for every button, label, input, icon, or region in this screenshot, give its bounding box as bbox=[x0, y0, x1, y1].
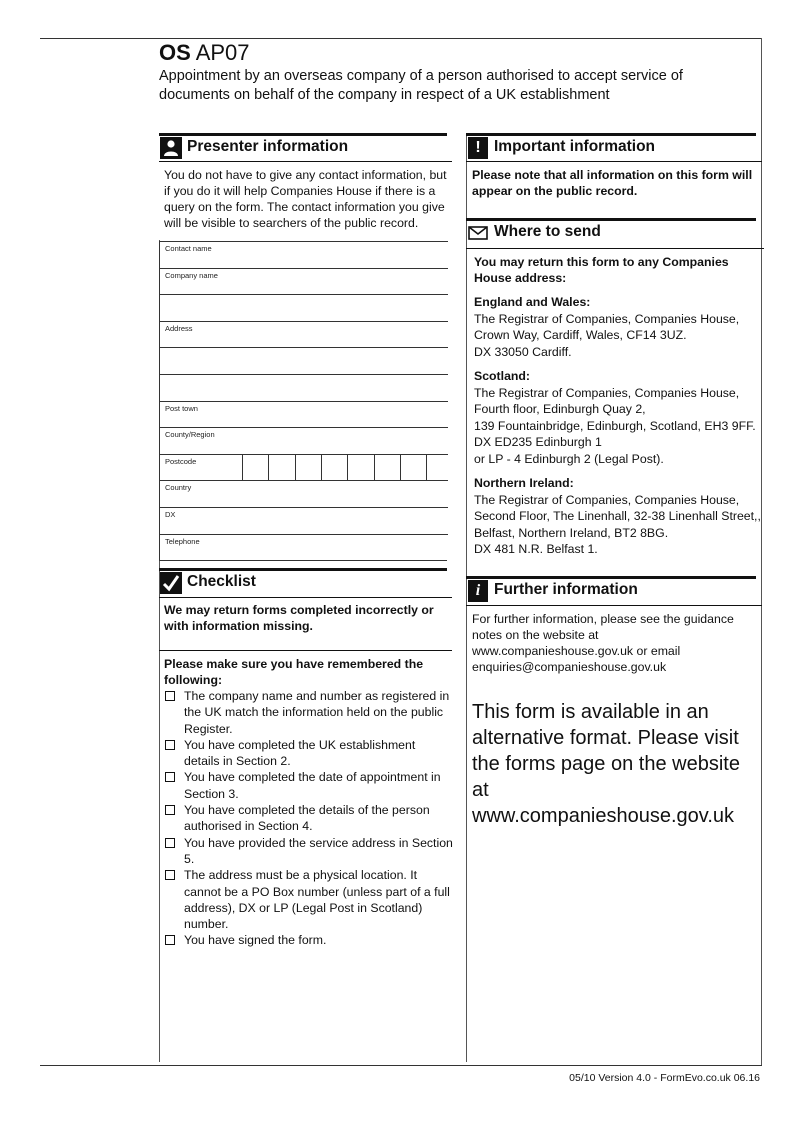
field-address[interactable] bbox=[159, 321, 448, 348]
field-label: Address bbox=[165, 323, 193, 333]
form-title: Appointment by an overseas company of a person authorised to accept service of documents on behalf of the company in respect of a UK establishment bbox=[159, 68, 683, 103]
alt-format-note: This form is available in an alternative format. Please visit the forms page on the website at www.companieshouse.gov.uk bbox=[472, 701, 740, 827]
checkbox-icon[interactable] bbox=[165, 772, 175, 782]
field-label: DX bbox=[165, 510, 176, 519]
checklist-item bbox=[164, 932, 454, 948]
checklist-item bbox=[164, 688, 454, 737]
checklist-box bbox=[159, 650, 452, 949]
form-code-number: AP07 bbox=[195, 40, 250, 65]
address-line: Crown Way, Cardiff, Wales, CF14 3UZ. bbox=[474, 328, 687, 342]
postcode-char-box bbox=[400, 455, 401, 481]
checklist-item-text: You have provided the service address in Section 5. bbox=[184, 835, 453, 866]
address-region-name: Northern Ireland: bbox=[474, 476, 574, 490]
address-line: The Registrar of Companies, Companies House, bbox=[474, 385, 740, 400]
checklist-items bbox=[164, 688, 454, 949]
checkmark-icon bbox=[160, 572, 182, 594]
address-line: Fourth floor, Edinburgh Quay 2, bbox=[474, 402, 646, 416]
checklist-item-text: The address must be a physical location. It cannot be a PO Box number (unless part of a full address), DX or LP (Legal Post in Scotland) number. bbox=[184, 868, 450, 932]
checklist-item bbox=[164, 867, 454, 932]
address-line: Belfast, Northern Ireland, BT2 8BG. bbox=[474, 525, 669, 540]
important-text: Please note that all information on this form will appear on the public record. bbox=[472, 168, 753, 198]
checklist-item bbox=[164, 769, 454, 802]
checklist-item bbox=[164, 737, 454, 770]
further-section-header bbox=[466, 576, 756, 605]
field-label: Postcode bbox=[165, 456, 197, 466]
presenter-heading: Presenter information bbox=[187, 138, 349, 155]
field-post-town[interactable] bbox=[159, 401, 448, 428]
where-to-send-intro: You may return this form to any Companies House address: bbox=[474, 255, 729, 285]
fields-bottom-rule bbox=[159, 560, 447, 561]
postcode-char-box bbox=[268, 455, 269, 481]
bottom-rule bbox=[40, 1065, 762, 1066]
checklist-section-header bbox=[159, 568, 447, 597]
checklist-item-text: The company name and number as registered in the UK match the information held on the public Register. bbox=[184, 689, 450, 736]
checkbox-icon[interactable] bbox=[165, 740, 175, 750]
presenter-intro bbox=[159, 161, 452, 231]
field-label: Telephone bbox=[165, 536, 200, 546]
checklist-item-text: You have completed the details of the person authorised in Section 4. bbox=[184, 803, 430, 834]
field-company-name[interactable] bbox=[159, 268, 448, 295]
field-label: Company name bbox=[165, 270, 218, 280]
address-region-name: England and Wales: bbox=[474, 295, 591, 309]
footer-version: 05/10 Version 4.0 - FormEvo.co.uk 06.16 bbox=[569, 1072, 760, 1084]
field-label: County/Region bbox=[165, 430, 215, 440]
address-list bbox=[474, 294, 764, 558]
address-line: DX ED235 Edinburgh 1 bbox=[474, 435, 602, 449]
field-country[interactable] bbox=[159, 480, 448, 507]
postcode-char-box bbox=[426, 455, 427, 481]
checklist-warning bbox=[159, 597, 452, 634]
checklist-item bbox=[164, 802, 454, 835]
checklist-item-text: You have signed the form. bbox=[184, 933, 327, 948]
address-line: The Registrar of Companies, Companies House, bbox=[474, 492, 740, 507]
address-line: The Registrar of Companies, Companies House, bbox=[474, 311, 740, 326]
important-box bbox=[466, 161, 762, 199]
important-heading: Important information bbox=[494, 138, 656, 155]
address-region-name: Scotland: bbox=[474, 369, 531, 383]
checklist-warning-text: We may return forms completed incorrectly or with information missing. bbox=[164, 603, 434, 633]
field-blank-line[interactable] bbox=[159, 374, 448, 401]
checkbox-icon[interactable] bbox=[165, 805, 175, 815]
field-blank-line[interactable] bbox=[159, 347, 448, 374]
postcode-char-box bbox=[374, 455, 375, 481]
field-contact-name[interactable] bbox=[159, 241, 448, 268]
checklist-item-text: You have completed the date of appointment in Section 3. bbox=[184, 770, 441, 801]
field-blank-line[interactable] bbox=[159, 294, 448, 321]
checkbox-icon[interactable] bbox=[165, 935, 175, 945]
address-line: Second Floor, The Linenhall, 32-38 Linenhall Street,, bbox=[474, 509, 761, 523]
further-heading: Further information bbox=[494, 581, 638, 598]
important-section-header bbox=[466, 133, 756, 162]
address-line: or LP - 4 Edinburgh 2 (Legal Post). bbox=[474, 451, 664, 466]
form-code bbox=[159, 40, 250, 66]
checklist-item-text: You have completed the UK establishment details in Section 2. bbox=[184, 737, 416, 769]
where-to-send-box bbox=[466, 248, 764, 558]
postcode-char-box bbox=[347, 455, 348, 481]
person-icon bbox=[160, 137, 182, 159]
postcode-char-box bbox=[242, 455, 243, 481]
info-icon: i bbox=[468, 580, 488, 602]
where-to-send-section-header bbox=[466, 218, 756, 247]
checkbox-icon[interactable] bbox=[165, 838, 175, 848]
address-line: 139 Fountainbridge, Edinburgh, Scotland, EH3 9FF. bbox=[474, 418, 756, 433]
form-code-prefix: OS bbox=[159, 40, 191, 65]
field-telephone[interactable] bbox=[159, 534, 448, 561]
presenter-intro-text: You do not have to give any contact information, but if you do it will help Companies House if there is a query on the form. The contact information you give will be visible to searchers of the public record. bbox=[164, 168, 447, 230]
presenter-section-header bbox=[159, 133, 447, 162]
field-label: Country bbox=[165, 483, 192, 493]
postcode-char-box bbox=[295, 455, 296, 481]
further-box bbox=[466, 605, 762, 829]
further-text: For further information, please see the guidance notes on the website at www.companieshouse.gov.uk or email enquiries@companieshouse.gov.uk bbox=[472, 612, 734, 674]
envelope-icon bbox=[467, 222, 489, 244]
top-rule bbox=[40, 38, 762, 39]
field-county-region[interactable] bbox=[159, 427, 448, 454]
where-to-send-heading: Where to send bbox=[494, 223, 601, 240]
field-dx[interactable] bbox=[159, 507, 448, 534]
checkbox-icon[interactable] bbox=[165, 691, 175, 701]
field-label: Contact name bbox=[165, 244, 212, 253]
checklist-intro: Please make sure you have remembered the following: bbox=[164, 657, 424, 687]
exclamation-icon: ! bbox=[468, 137, 488, 159]
postcode-char-box bbox=[321, 455, 322, 481]
field-label: Post town bbox=[165, 403, 198, 413]
checkbox-icon[interactable] bbox=[165, 870, 175, 880]
address-line: DX 33050 Cardiff. bbox=[474, 344, 572, 359]
checklist-heading: Checklist bbox=[187, 573, 256, 590]
field-postcode[interactable] bbox=[159, 454, 448, 481]
checklist-item bbox=[164, 835, 454, 868]
address-line: DX 481 N.R. Belfast 1. bbox=[474, 542, 598, 556]
